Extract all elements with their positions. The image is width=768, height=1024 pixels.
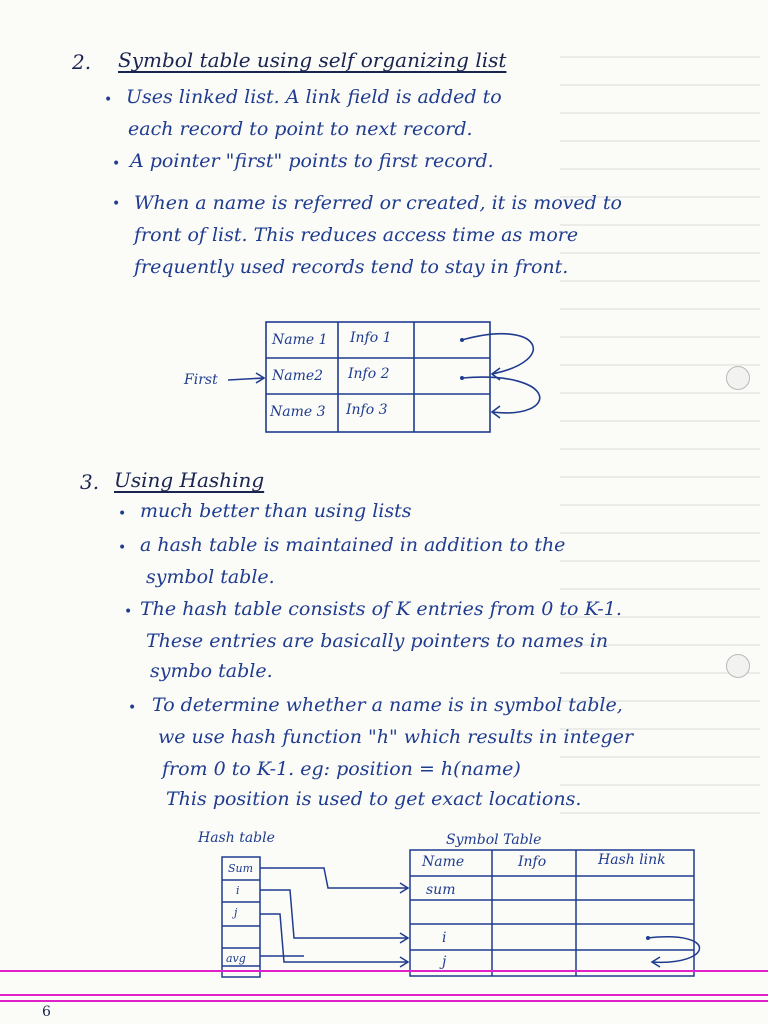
section2-line-4: When a name is referred or created, it is moved to — [134, 192, 622, 214]
section3-line-4: The hash table consists of K entries from 0 to K-1. — [140, 598, 622, 620]
first-label: First — [184, 372, 218, 388]
hash-entry-2: i — [236, 884, 240, 897]
section2-heading: Symbol table using self organizing list — [118, 48, 507, 72]
section2-line-3: A pointer "first" points to first record. — [130, 150, 494, 172]
section2-number: 2. — [72, 50, 92, 74]
section3-number: 3. — [80, 470, 100, 494]
ll-info-3: Info 3 — [346, 402, 388, 418]
symbol-table-label: Symbol Table — [446, 832, 542, 848]
section3-heading: Using Hashing — [114, 468, 265, 492]
bullet-dot: • — [112, 156, 121, 172]
hash-entry-1: Sum — [228, 862, 254, 875]
section2-line-6: frequently used records tend to stay in front. — [134, 256, 569, 278]
symtab-col-hashlink: Hash link — [598, 852, 666, 868]
bullet-dot: • — [128, 700, 137, 716]
section2-line-2: each record to point to next record. — [128, 118, 473, 140]
bullet-dot: • — [104, 92, 113, 108]
section2-line-1: Uses linked list. A link field is added to — [126, 86, 502, 108]
section3-line-9: from 0 to K-1. eg: position = h(name) — [162, 758, 521, 780]
footer-rule-mid — [0, 994, 768, 996]
symtab-col-name: Name — [422, 854, 465, 870]
section3-line-10: This position is used to get exact locations. — [166, 788, 582, 810]
section3-line-6: symbo table. — [150, 660, 273, 682]
section3-line-7: To determine whether a name is in symbol table, — [152, 694, 623, 716]
ll-info-1: Info 1 — [350, 330, 392, 346]
section3-line-5: These entries are basically pointers to names in — [146, 630, 609, 652]
section3-line-2: a hash table is maintained in addition to the — [140, 534, 566, 556]
hash-entry-3: j — [234, 906, 238, 919]
bullet-dot: • — [118, 540, 127, 556]
section3-line-1: much better than using lists — [140, 500, 412, 522]
ll-info-2: Info 2 — [348, 366, 390, 382]
ll-name-2: Name2 — [272, 368, 324, 384]
section3-line-3: symbol table. — [146, 566, 275, 588]
ll-name-3: Name 3 — [270, 404, 326, 420]
bullet-dot: • — [124, 604, 133, 620]
symtab-row-3: i — [442, 930, 447, 946]
symtab-row-4: j — [442, 954, 447, 970]
bullet-dot: • — [118, 506, 127, 522]
symtab-col-info: Info — [518, 854, 547, 870]
section3-line-8: we use hash function "h" which results in integer — [158, 726, 634, 748]
page-number: 6 — [42, 1004, 51, 1020]
section2-line-5: front of list. This reduces access time as more — [134, 224, 579, 246]
symtab-row-1: sum — [426, 882, 456, 898]
hash-table-label: Hash table — [198, 830, 275, 846]
footer-rule-bottom — [0, 1000, 768, 1002]
bullet-dot: • — [112, 196, 121, 212]
footer-rule-top — [0, 970, 768, 972]
hash-entry-5: avg — [226, 952, 246, 965]
ll-name-1: Name 1 — [272, 332, 328, 348]
